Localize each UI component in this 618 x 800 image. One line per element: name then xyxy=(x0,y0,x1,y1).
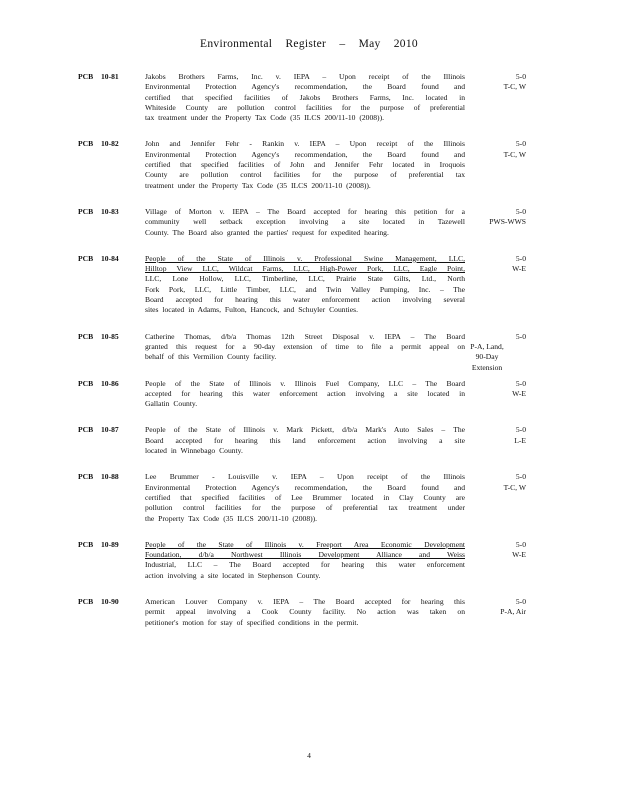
vote-and-type xyxy=(436,72,526,93)
case-summary xyxy=(145,332,465,363)
summary-line: Environmental Protection Agency's recommendation, the Board found and xyxy=(145,482,465,492)
summary-line: County. The Board also granted the parties' request for expedited hearing. xyxy=(145,227,389,237)
vote-count: 5-0 xyxy=(515,72,526,81)
summary-line: Lee Brummer - Louisville v. IEPA – Upon receipt of the Illinois xyxy=(145,472,465,482)
summary-line: Environmental Protection Agency's recommendation, the Board found and xyxy=(145,149,465,159)
summary-line: Fork Pork, LLC, Little Timber, LLC, and Twin Valley Pumping, Inc. – The xyxy=(145,284,465,294)
register-entry xyxy=(0,72,618,123)
summary-line: behalf of this Vermilion County facility. xyxy=(145,352,277,362)
case-summary xyxy=(145,254,465,316)
case-number: 10-82 xyxy=(101,139,119,149)
case-summary xyxy=(145,597,465,628)
case-code: PCB xyxy=(78,596,94,606)
summary-line: People of the State of Illinois v. Professional Swine Management, LLC, xyxy=(145,253,465,263)
summary-line: LLC, Lone Hollow, LLC, Timberline, LLC, Prairie State Gilts, Ltd., North xyxy=(145,274,465,284)
register-entry xyxy=(0,207,618,238)
register-entry xyxy=(0,254,618,316)
summary-line: sites located in Adams, Fulton, Hancock, and Schuyler Counties. xyxy=(145,305,358,315)
summary-line: John and Jennifer Fehr - Rankin v. IEPA – Upon receipt of the Illinois xyxy=(145,139,465,149)
case-type: P-A, Land, xyxy=(470,341,504,351)
vote-count: 5-0 xyxy=(515,378,526,388)
summary-line: permit appeal involving a Cook County facility. No action was taken on xyxy=(145,607,465,617)
page-title: Environmental Register – May 2010 xyxy=(200,38,418,50)
register-entry xyxy=(0,472,618,523)
summary-line: the Property Tax Code (35 ILCS 200/11-10 (2008)). xyxy=(145,513,318,523)
summary-line: Whiteside County are pollution control facilities for the purpose of preferential xyxy=(145,102,465,112)
vote-and-type xyxy=(436,254,526,275)
vote-and-type xyxy=(436,540,526,561)
summary-line: granted this request for a 90-day extension of time to file a permit appeal on xyxy=(145,341,465,351)
summary-line: certified that specified facilities of Jakobs Brothers Farms, Inc. located in xyxy=(145,92,465,102)
case-code: PCB xyxy=(78,253,94,263)
summary-line: treatment under the Property Tax Code (35 ILCS 200/11-10 (2008)). xyxy=(145,180,371,190)
register-entries xyxy=(0,72,618,644)
case-summary xyxy=(145,472,465,523)
vote-count: 5-0 xyxy=(515,425,526,435)
case-code: PCB xyxy=(78,72,94,81)
vote-and-type xyxy=(436,597,526,618)
summary-line: Board accepted for hearing this water enforcement action involving several xyxy=(145,295,465,305)
vote-and-type xyxy=(436,425,526,446)
summary-line: Board accepted for hearing this land enforcement action involving a site xyxy=(145,435,465,445)
case-type: W-E xyxy=(512,388,526,398)
case-code: PCB xyxy=(78,425,94,435)
case-summary xyxy=(145,139,465,190)
case-number: 10-83 xyxy=(101,206,119,216)
summary-line: American Louver Company v. IEPA – The Board accepted for hearing this xyxy=(145,596,465,606)
summary-line: Gallatin County. xyxy=(145,399,198,409)
register-entry xyxy=(0,425,618,456)
case-type: PWS-WWS xyxy=(489,217,526,227)
case-type: W-E xyxy=(512,550,526,560)
vote-count: 5-0 xyxy=(515,539,526,549)
vote-count: 5-0 xyxy=(515,596,526,606)
case-type: P-A, Air xyxy=(500,607,526,617)
case-code: PCB xyxy=(78,139,94,149)
vote-and-type xyxy=(436,207,526,228)
case-type: T-C, W xyxy=(503,482,526,492)
vote-and-type xyxy=(436,472,526,493)
register-entry xyxy=(0,139,618,190)
case-type: T-C, W xyxy=(503,149,526,159)
case-type: Extension xyxy=(471,362,503,372)
case-number: 10-86 xyxy=(101,378,119,388)
summary-line: Jakobs Brothers Farms, Inc. v. IEPA – Upon receipt of the Illinois xyxy=(145,72,465,81)
register-entry xyxy=(0,540,618,581)
case-number: 10-84 xyxy=(101,253,119,263)
vote-and-type xyxy=(436,139,526,160)
summary-line: Catherine Thomas, d/b/a Thomas 12th Street Disposal v. IEPA – The Board xyxy=(145,331,465,341)
case-summary xyxy=(145,72,465,123)
case-number: 10-85 xyxy=(101,331,119,341)
case-code: PCB xyxy=(78,472,94,482)
case-code: PCB xyxy=(78,206,94,216)
summary-line: accepted for hearing this water enforcement action involving a site located in xyxy=(145,388,465,398)
summary-line: People of the State of Illinois v. Mark Pickett, d/b/a Mark's Auto Sales – The xyxy=(145,425,465,435)
summary-line: action involving a site located in Stephenson County. xyxy=(145,570,321,580)
summary-line: Foundation, d/b/a Northwest Illinois Development Alliance and Weiss xyxy=(145,550,465,560)
case-number: 10-87 xyxy=(101,425,119,435)
vote-and-type xyxy=(436,379,526,400)
case-type: T-C, W xyxy=(503,82,526,92)
vote-count: 5-0 xyxy=(515,472,526,482)
vote-count: 5-0 xyxy=(515,253,526,263)
vote-count: 5-0 xyxy=(515,331,526,341)
case-number: 10-81 xyxy=(101,72,119,81)
summary-line: Industrial, LLC – The Board accepted for hearing this water enforcement xyxy=(145,560,465,570)
vote-and-type xyxy=(436,332,526,373)
case-type: 90-Day xyxy=(475,352,499,362)
vote-count: 5-0 xyxy=(515,139,526,149)
case-code: PCB xyxy=(78,331,94,341)
summary-line: certified that specified facilities of Lee Brummer located in Clay County are xyxy=(145,492,465,502)
summary-line: People of the State of Illinois v. Freeport Area Economic Development xyxy=(145,539,465,549)
summary-line: County are pollution control facilities for the purpose of preferential tax xyxy=(145,170,465,180)
summary-line: Village of Morton v. IEPA – The Board accepted for hearing this petition for a xyxy=(145,206,465,216)
summary-line: located in Winnebago County. xyxy=(145,446,243,456)
summary-line: People of the State of Illinois v. Illinois Fuel Company, LLC – The Board xyxy=(145,378,465,388)
vote-count: 5-0 xyxy=(515,206,526,216)
summary-line: community well setback exception involving a site located in Tazewell xyxy=(145,217,465,227)
case-number: 10-90 xyxy=(101,596,119,606)
page-number: 4 xyxy=(307,751,311,760)
summary-line: petitioner's motion for stay of specified conditions in the permit. xyxy=(145,617,359,627)
register-entry xyxy=(0,597,618,628)
case-summary xyxy=(145,425,465,456)
summary-line: pollution control facilities for the purpose of preferential tax treatment under xyxy=(145,503,465,513)
summary-line: tax treatment under the Property Tax Code (35 ILCS 200/11-10 (2008)). xyxy=(145,113,385,123)
case-number: 10-89 xyxy=(101,539,119,549)
case-type: W-E xyxy=(512,264,526,274)
case-number: 10-88 xyxy=(101,472,119,482)
summary-line: Hilltop View LLC, Wildcat Farms, LLC, High-Power Pork, LLC, Eagle Point, xyxy=(145,264,465,274)
summary-line: Environmental Protection Agency's recommendation, the Board found and xyxy=(145,82,465,92)
case-code: PCB xyxy=(78,378,94,388)
case-type: L-E xyxy=(514,435,526,445)
case-summary xyxy=(145,540,465,581)
summary-line: certified that specified facilities of John and Jennifer Fehr located in Iroquois xyxy=(145,160,465,170)
case-summary xyxy=(145,379,465,410)
register-entry xyxy=(0,379,618,410)
case-code: PCB xyxy=(78,539,94,549)
case-summary xyxy=(145,207,465,238)
register-entry xyxy=(0,331,618,372)
